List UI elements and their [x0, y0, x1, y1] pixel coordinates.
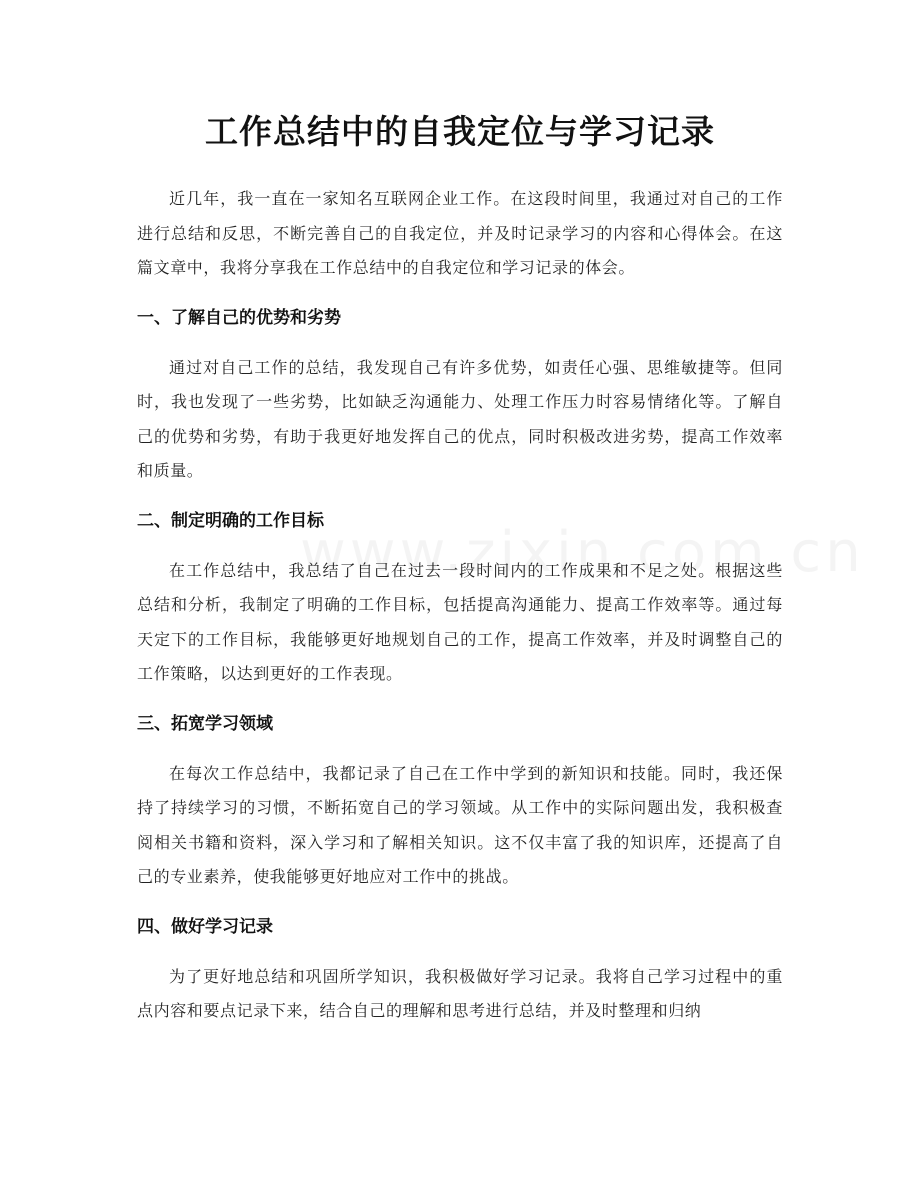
section-body-4: 为了更好地总结和巩固所学知识，我积极做好学习记录。我将自己学习过程中的重点内容和要点记录下来，结合自己的理解和思考进行总结，并及时整理和归纳 [137, 966, 783, 1020]
intro-paragraph: 近几年，我一直在一家知名互联网企业工作。在这段时间里，我通过对自己的工作进行总结和反思，不断完善自己的自我定位，并及时记录学习的内容和心得体会。在这篇文章中，我将分享我在工作总结中的自我定位和学习记录的体会。 [137, 189, 783, 277]
section-heading-2: 二、制定明确的工作目标 [137, 510, 324, 531]
page-title: 工作总结中的自我定位与学习记录 [205, 112, 715, 151]
document-body [137, 182, 783, 1029]
section-heading-4: 四、做好学习记录 [137, 916, 273, 937]
section-body-2: 在工作总结中，我总结了自己在过去一段时间内的工作成果和不足之处。根据这些总结和分析，我制定了明确的工作目标，包括提高沟通能力、提高工作效率等。通过每天定下的工作目标，我能够更好地规划自己的工作，提高工作效率，并及时调整自己的工作策略，以达到更好的工作表现。 [137, 560, 783, 683]
section-body-1: 通过对自己工作的总结，我发现自己有许多优势，如责任心强、思维敏捷等。但同时，我也发现了一些劣势，比如缺乏沟通能力、处理工作压力时容易情绪化等。了解自己的优势和劣势，有助于我更好地发挥自己的优点，同时积极改进劣势，提高工作效率和质量。 [137, 357, 783, 480]
section-heading-1: 一、了解自己的优势和劣势 [137, 307, 341, 328]
section-heading-3: 三、拓宽学习领域 [137, 713, 273, 734]
section-body-3: 在每次工作总结中，我都记录了自己在工作中学到的新知识和技能。同时，我还保持了持续学习的习惯，不断拓宽自己的学习领域。从工作中的实际问题出发，我积极查阅相关书籍和资料，深入学习和了解相关知识。这不仅丰富了我的知识库，还提高了自己的专业素养，使我能够更好地应对工作中的挑战。 [137, 763, 783, 886]
